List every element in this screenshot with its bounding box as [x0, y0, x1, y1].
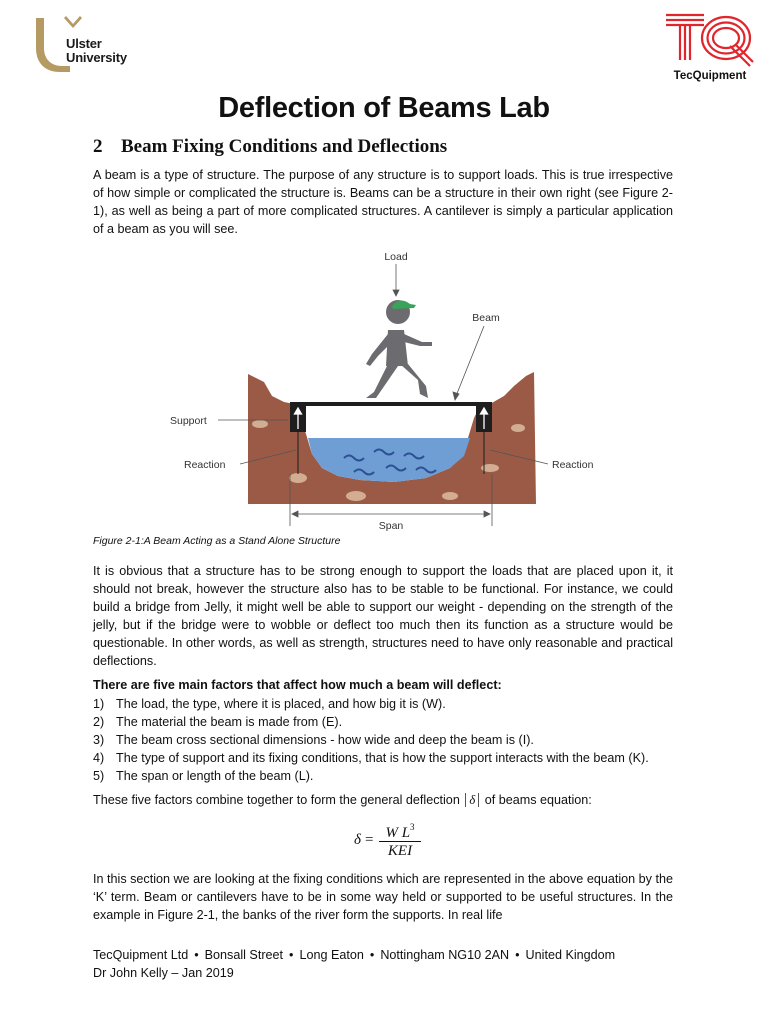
list-item: 4) The type of support and its fixing conditions, that is how the support interacts with the beam (K). [93, 751, 649, 765]
delta-symbol: δ [465, 793, 479, 807]
section-heading [93, 136, 447, 158]
person-load [366, 300, 432, 398]
factors-list [93, 695, 649, 785]
ulster-logo-line2: University [66, 50, 127, 65]
intro-paragraph: A beam is a type of structure. The purpose of any structure is to support loads. This is true irrespective of how simple or complicated the structure is. Beams can be a structure in their own right (see Figure 2-1), as well as being a part of more complicated structures. A cantilever is simply a particular application of a beam as you will see. [93, 168, 673, 236]
label-load: Load [384, 251, 408, 263]
label-reaction-right: Reaction [552, 459, 594, 471]
beam [290, 402, 492, 406]
ulster-arc-icon [36, 18, 70, 72]
footer-address: TecQuipment Ltd • Bonsall Street • Long Eaton • Nottingham NG10 2AN • United Kingdom [93, 948, 616, 962]
ulster-logo-line1: Ulster [66, 36, 102, 51]
factors-heading: There are five main factors that affect how much a beam will deflect: [93, 678, 502, 692]
section-title: Beam Fixing Conditions and Deflections [121, 136, 448, 157]
label-beam: Beam [472, 312, 500, 324]
equation-equals: = [365, 832, 374, 848]
equation-numerator: W $L^3$ [385, 822, 415, 841]
equation-intro: These five factors combine together to form the general deflection δ of beams equation: [93, 793, 592, 807]
fixing-paragraph: In this section we are looking at the fixing conditions which are represented in the above equation by the ‘K’ term. Beam or cantilevers have to be in some way held or supported to be useful structures. In the example in Figure 2-1, the banks of the river form the supports. In real life [93, 872, 673, 922]
equation-fraction-bar [379, 841, 421, 842]
figure-caption: Figure 2-1:A Beam Acting as a Stand Alone Structure [93, 535, 341, 547]
footer-author: Dr John Kelly – Jan 2019 [93, 966, 234, 980]
deflection-equation [354, 822, 444, 862]
tecquipment-logo-name: TecQuipment [673, 70, 747, 82]
label-span: Span [378, 520, 404, 532]
beam-bridge-figure [160, 246, 620, 536]
tecquipment-logo [664, 12, 754, 70]
label-support: Support [170, 415, 207, 427]
equation-denominator: KEI [387, 843, 413, 859]
document-title: Deflection of Beams Lab [218, 92, 550, 124]
ulster-chevron-icon [64, 16, 82, 28]
section-number: 2 [93, 136, 103, 157]
equation-exponent: 3 [410, 822, 415, 832]
list-item: 5) The span or length of the beam (L). [93, 769, 314, 783]
equation-lhs: δ [354, 832, 361, 848]
ulster-logo-text [66, 37, 127, 65]
list-item: 3) The beam cross sectional dimensions - how wide and deep the beam is (I). [93, 733, 534, 747]
label-reaction-left: Reaction [184, 459, 226, 471]
list-item: 2) The material the beam is made from (E). [93, 715, 343, 729]
list-item: 1) The load, the type, where it is placed, and how big it is (W). [93, 697, 446, 711]
strength-paragraph: It is obvious that a structure has to be strong enough to support the loads that are placed upon it, it should not break, however the structure also has to be stable to be functional. For instance, we could build a bridge from Jelly, it might well be able to support our weight - depending on the strength of the jelly, but if the bridge were to wobble or deflect too much then its function as a structure would be questionable. In other words, as well as strength, structures need to have only reasonable and practical deflections. [93, 564, 673, 668]
